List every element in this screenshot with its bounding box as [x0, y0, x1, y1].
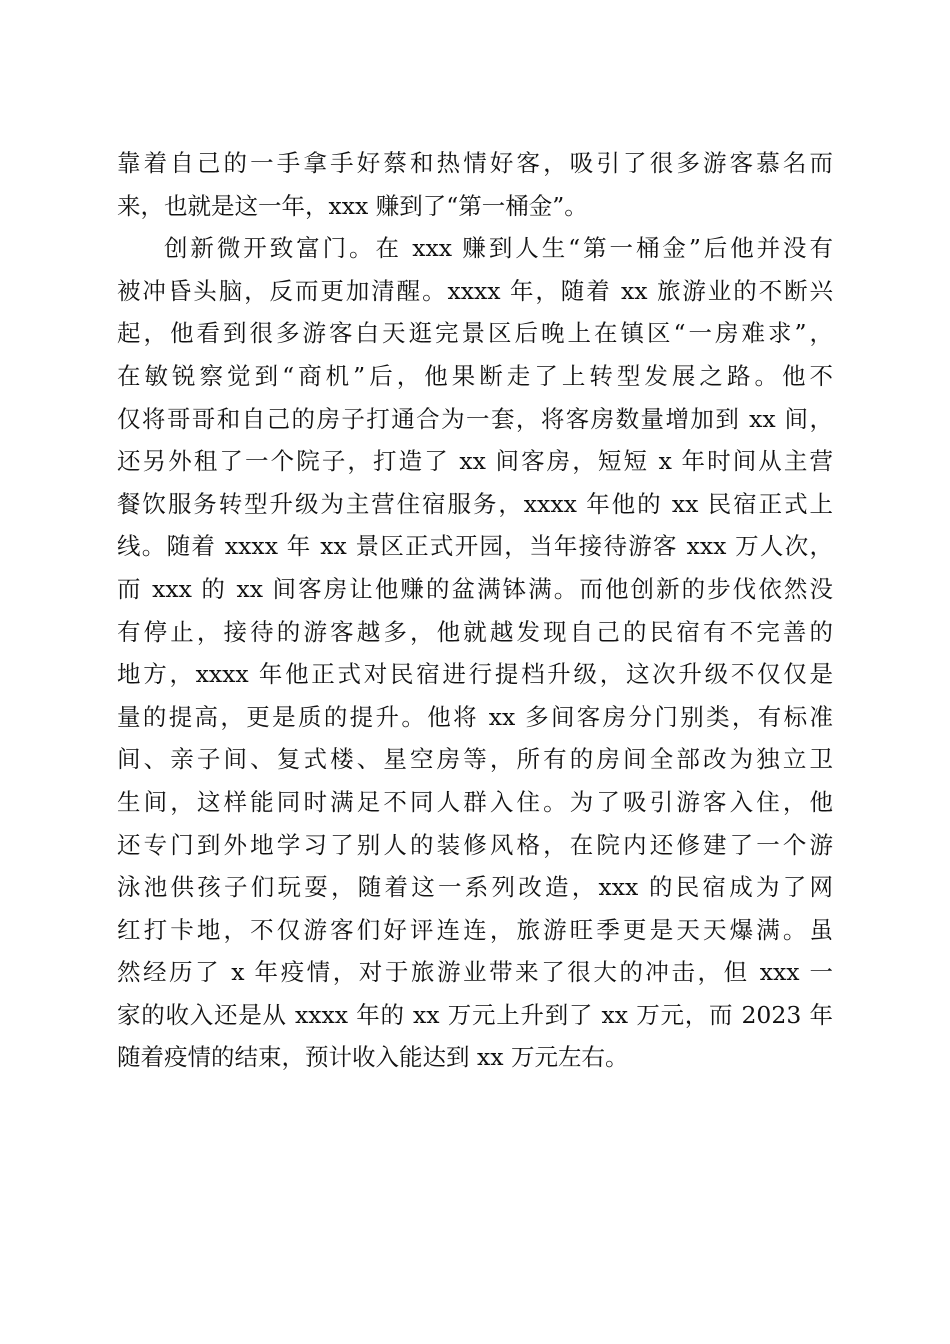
text-line: 线。随着 xxxx 年 xx 景区正式开园，当年接待游客 xxx 万人次， — [117, 532, 833, 561]
text-line: 还另外租了一个院子，打造了 xx 间客房，短短 x 年时间从主营 — [117, 447, 833, 476]
text-line: 还专门到外地学习了别人的装修风格，在院内还修建了一个游 — [117, 830, 833, 859]
text-line: 被冲昏头脑，反而更加清醒。xxxx 年，随着 xx 旅游业的不断兴 — [117, 276, 833, 305]
text-line: 量的提高，更是质的提升。他将 xx 多间客房分门别类，有标准 — [117, 702, 833, 731]
text-line: 然经历了 x 年疫情，对于旅游业带来了很大的冲击，但 xxx 一 — [117, 958, 833, 987]
body-text — [117, 142, 833, 1079]
text-line: 泳池供孩子们玩耍，随着这一系列改造，xxx 的民宿成为了网 — [117, 873, 833, 902]
text-line: 餐饮服务转型升级为主营住宿服务，xxxx 年他的 xx 民宿正式上 — [117, 489, 833, 518]
text-line: 有停止，接待的游客越多，他就越发现自己的民宿有不完善的 — [117, 617, 833, 646]
text-line: 起，他看到很多游客白天逛完景区后晚上在镇区“一房难求”， — [117, 319, 833, 348]
paragraph — [117, 142, 833, 227]
text-line: 生间，这样能同时满足不同人群入住。为了吸引游客入住，他 — [117, 787, 833, 816]
text-line: 而 xxx 的 xx 间客房让他赚的盆满钵满。而他创新的步伐依然没 — [117, 574, 833, 603]
text-line: 地方，xxxx 年他正式对民宿进行提档升级，这次升级不仅仅是 — [117, 660, 833, 689]
text-line: 仅将哥哥和自己的房子打通合为一套，将客房数量增加到 xx 间， — [117, 404, 833, 433]
paragraph — [117, 227, 833, 1079]
text-line: 间、亲子间、复式楼、星空房等，所有的房间全部改为独立卫 — [117, 745, 833, 774]
text-line: 随着疫情的结束，预计收入能达到 xx 万元左右。 — [117, 1043, 629, 1072]
text-line: 家的收入还是从 xxxx 年的 xx 万元上升到了 xx 万元，而 2023 年 — [117, 1000, 833, 1029]
text-line: 来，也就是这一年，xxx 赚到了“第一桶金”。 — [117, 191, 588, 220]
text-line: 在敏锐察觉到“商机”后，他果断走了上转型发展之路。他不 — [117, 361, 833, 390]
text-line: 靠着自己的一手拿手好蔡和热情好客，吸引了很多游客慕名而 — [117, 149, 833, 177]
text-line: 红打卡地，不仅游客们好评连连，旅游旺季更是天天爆满。虽 — [117, 915, 833, 944]
text-line: 创新微开致富门。在 xxx 赚到人生“第一桶金”后他并没有 — [164, 234, 833, 263]
